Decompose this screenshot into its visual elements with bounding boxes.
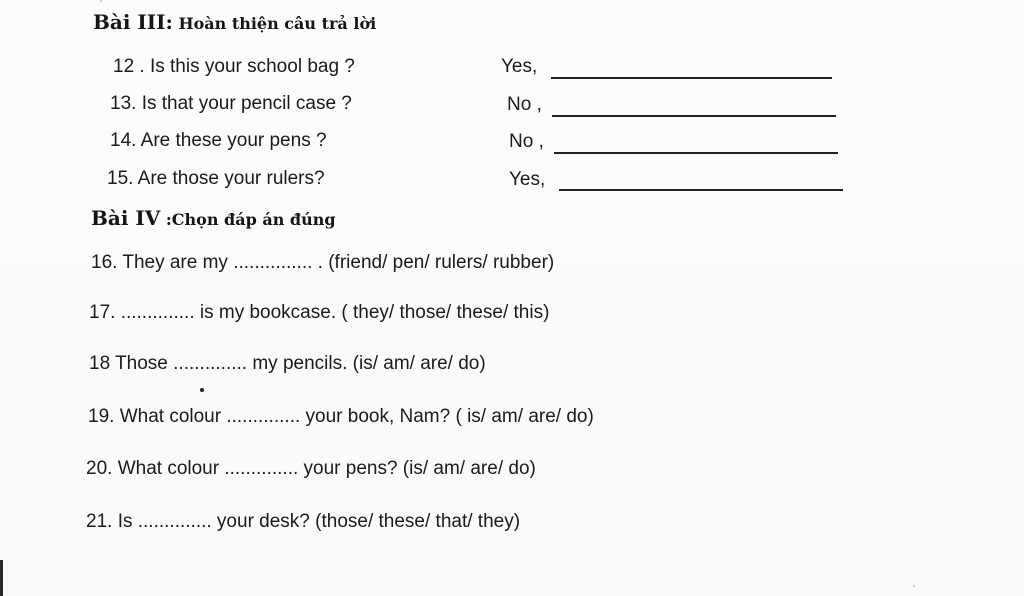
section-3-number: Bài III: <box>93 10 173 34</box>
section-4-number: Bài IV <box>91 206 161 230</box>
answer-13-prefix: No , <box>507 94 542 115</box>
question-12: 12 . Is this your school bag ? <box>113 56 355 77</box>
answer-14-blank[interactable] <box>554 152 838 154</box>
question-20: 20. What colour .............. your pens? (is/ am/ are/ do) <box>86 458 536 479</box>
section-3-title: Hoàn thiện câu trả lời <box>178 14 377 33</box>
answer-14-prefix: No , <box>509 131 544 152</box>
scan-edge-shadow <box>0 560 3 596</box>
question-21: 21. Is .............. your desk? (those/ these/ that/ they) <box>86 511 521 532</box>
question-15: 15. Are those your rulers? <box>107 168 325 189</box>
scan-speck <box>100 0 102 2</box>
answer-15-blank[interactable] <box>559 189 843 191</box>
question-18: 18 Those .............. my pencils. (is/ am/ are/ do) <box>89 353 486 374</box>
answer-12-blank[interactable] <box>551 77 832 79</box>
section-3-heading <box>93 10 376 34</box>
question-14: 14. Are these your pens ? <box>110 130 327 151</box>
question-19: 19. What colour .............. your book, Nam? ( is/ am/ are/ do) <box>88 406 594 427</box>
question-16: 16. They are my ............... . (friend/ pen/ rulers/ rubber) <box>91 252 555 273</box>
section-4-heading <box>91 206 336 230</box>
answer-15-prefix: Yes, <box>509 169 546 190</box>
answer-13-blank[interactable] <box>552 115 836 117</box>
question-17: 17. .............. is my bookcase. ( they/ those/ these/ this) <box>89 302 550 323</box>
section-4-title: :Chọn đáp án đúng <box>165 210 336 229</box>
question-13: 13. Is that your pencil case ? <box>110 93 352 114</box>
scan-speck <box>913 585 915 587</box>
scan-dot <box>200 388 204 392</box>
answer-12-prefix: Yes, <box>501 56 538 77</box>
